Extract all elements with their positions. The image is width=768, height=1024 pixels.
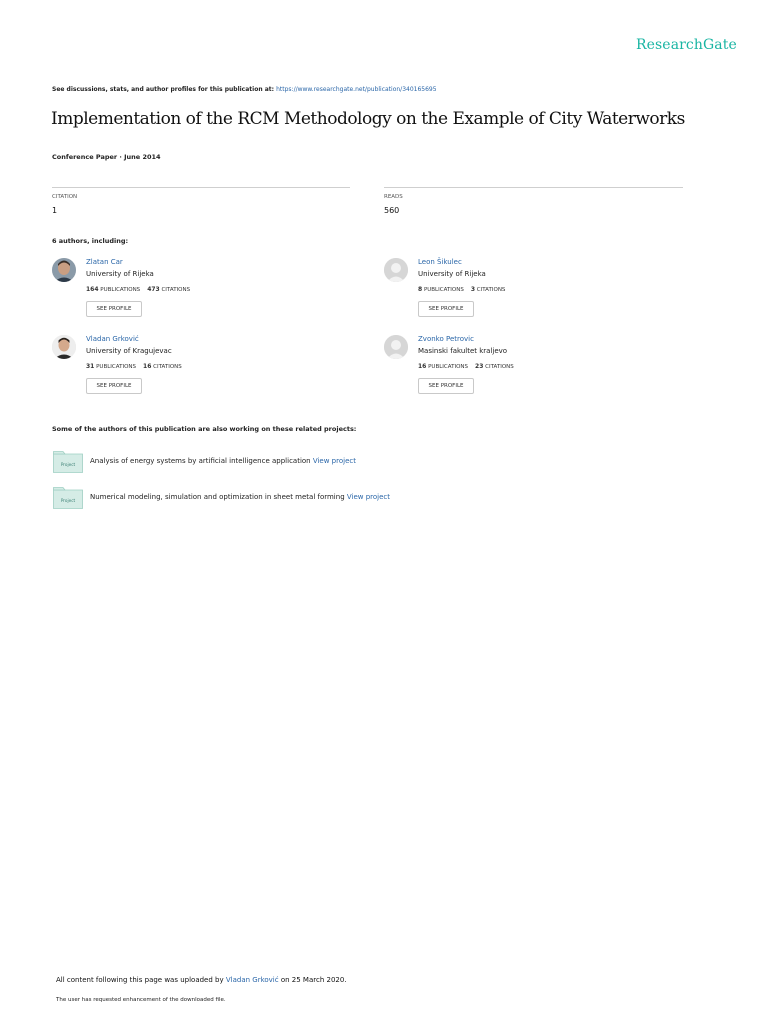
- author-institution: University of Kragujevac: [86, 347, 172, 355]
- upload-info: [56, 976, 347, 984]
- view-project-link[interactable]: View project: [346, 493, 391, 501]
- view-project-link[interactable]: View project: [312, 457, 356, 465]
- project-tag-label: Project: [60, 498, 76, 503]
- reads-value: 560: [384, 206, 400, 215]
- author-name-link[interactable]: Zlatan Car: [86, 258, 123, 266]
- reads-label: READS: [384, 194, 403, 200]
- project-line: [90, 457, 356, 465]
- author-photo[interactable]: [52, 258, 76, 282]
- publication-url-link[interactable]: https://www.researchgate.net/publication/340165695: [276, 86, 437, 93]
- citation-label: CITATION: [52, 194, 78, 200]
- citations-count: 473: [147, 286, 160, 293]
- publications-count: 31: [86, 363, 95, 370]
- author-institution: Masinski fakultet kraljevo: [418, 347, 508, 355]
- see-profile-button[interactable]: SEE PROFILE: [86, 378, 142, 394]
- publications-label: PUBLICATIONS: [423, 287, 464, 293]
- publications-label: PUBLICATIONS: [100, 287, 141, 293]
- upload-suffix: on 25 March 2020.: [280, 976, 347, 984]
- citations-count: 16: [143, 363, 152, 370]
- author-institution: University of Rijeka: [418, 270, 486, 278]
- author-stats: [86, 286, 190, 293]
- author-stats: [418, 286, 505, 293]
- reads-divider: [384, 187, 683, 188]
- see-discussions-text: See discussions, stats, and author profiles for this publication at:: [52, 86, 275, 93]
- author-name-link[interactable]: Zvonko Petrovic: [418, 335, 474, 343]
- publications-label: PUBLICATIONS: [96, 364, 137, 370]
- researchgate-logo[interactable]: ResearchGate: [636, 37, 737, 53]
- project-item: [53, 487, 653, 511]
- publications-label: PUBLICATIONS: [428, 364, 469, 370]
- publications-count: 164: [86, 286, 99, 293]
- authors-heading: 6 authors, including:: [52, 237, 129, 245]
- author-institution: University of Rijeka: [86, 270, 154, 278]
- publications-count: 8: [418, 286, 423, 293]
- citations-label: CITATIONS: [153, 364, 182, 370]
- project-title: Numerical modeling, simulation and optimization in sheet metal forming: [90, 493, 345, 501]
- author-photo[interactable]: [52, 335, 76, 359]
- author-name-link[interactable]: Vladan Grković: [86, 335, 139, 343]
- project-item: [53, 451, 653, 475]
- see-profile-button[interactable]: SEE PROFILE: [86, 301, 142, 317]
- related-projects-heading: Some of the authors of this publication are also working on these related projects:: [52, 425, 357, 433]
- paper-type-date: Conference Paper · June 2014: [52, 153, 161, 161]
- citations-label: CITATIONS: [476, 287, 506, 293]
- citations-count: 23: [475, 363, 484, 370]
- uploader-link[interactable]: Vladan Grković: [225, 976, 279, 984]
- project-folder-icon: [53, 451, 83, 473]
- author-card: [52, 258, 352, 322]
- citations-count: 3: [470, 286, 476, 293]
- citations-label: CITATIONS: [485, 364, 514, 370]
- see-profile-button[interactable]: SEE PROFILE: [418, 301, 474, 317]
- author-card: [384, 258, 684, 322]
- citations-label: CITATIONS: [161, 287, 191, 293]
- project-line: [90, 493, 390, 501]
- project-tag-label: Project: [60, 462, 76, 467]
- author-card: [52, 335, 352, 399]
- upload-prefix: All content following this page was uploaded by: [56, 976, 224, 984]
- publications-count: 16: [418, 363, 427, 370]
- author-stats: [418, 363, 514, 370]
- author-card: [384, 335, 684, 399]
- author-stats: [86, 363, 182, 370]
- paper-title: Implementation of the RCM Methodology on the Example of City Waterworks: [51, 109, 685, 129]
- author-name-link[interactable]: Leon Šikulec: [418, 258, 462, 266]
- default-avatar-icon[interactable]: [384, 335, 408, 359]
- see-discussions-line: [52, 86, 437, 93]
- see-profile-button[interactable]: SEE PROFILE: [418, 378, 474, 394]
- project-title: Analysis of energy systems by artificial intelligence application: [90, 457, 311, 465]
- citation-value: 1: [52, 206, 58, 215]
- citation-divider: [52, 187, 350, 188]
- enhancement-note: The user has requested enhancement of the downloaded file.: [56, 997, 226, 1003]
- default-avatar-icon[interactable]: [384, 258, 408, 282]
- project-folder-icon: [53, 487, 83, 509]
